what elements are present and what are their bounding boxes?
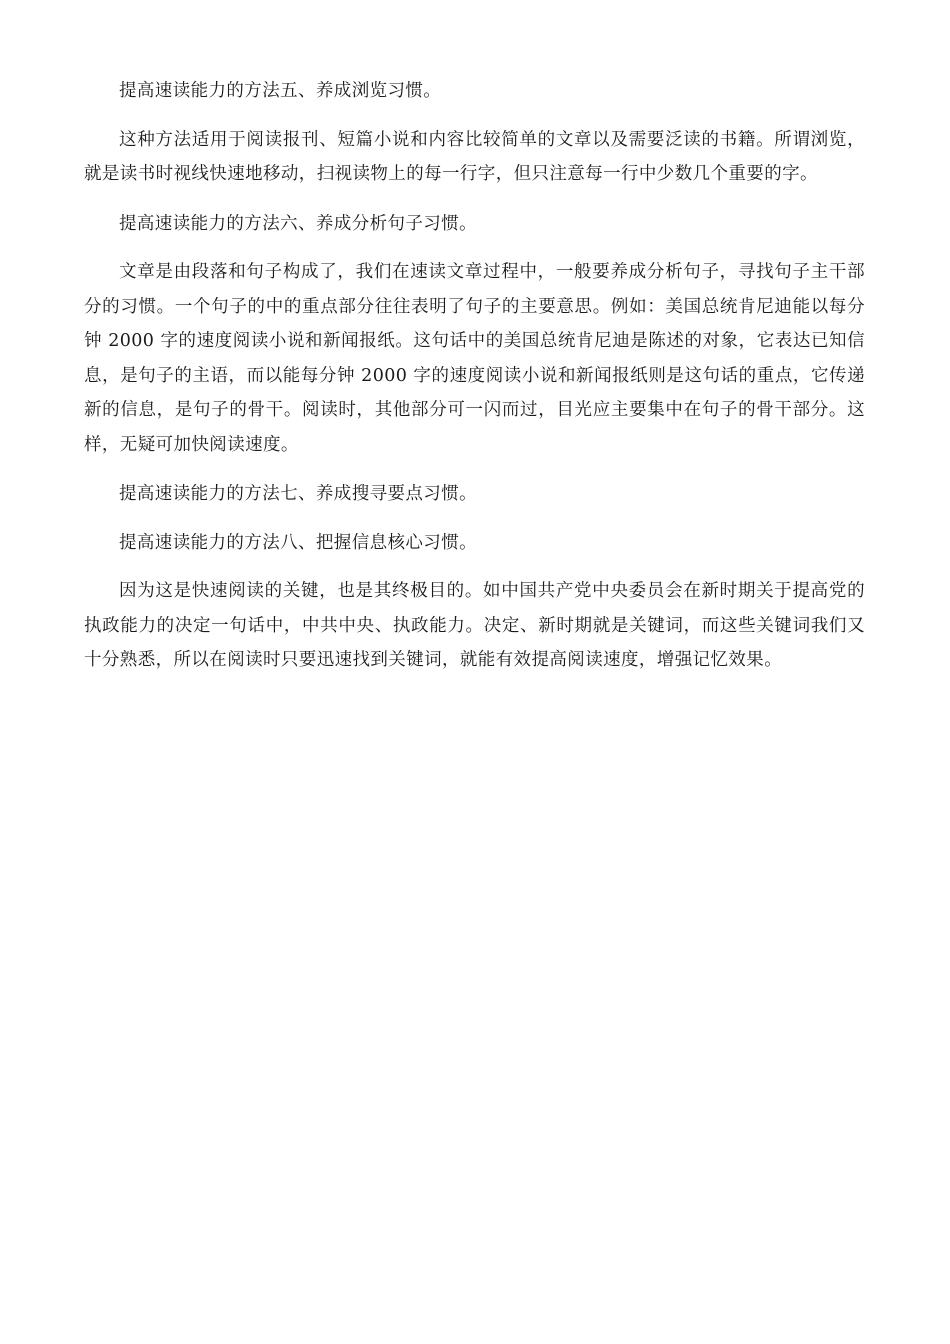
method-six-body: 文章是由段落和句子构成了，我们在速读文章过程中，一般要养成分析句子，寻找句子主干部分的习惯。一个句子的中的重点部分往往表明了句子的主要意思。例如：美国总统肯尼迪能以每分钟 2000 字的速度阅读小说和新闻报纸。这句话中的美国总统肯尼迪是陈述的对象，它表达已知信息，是句子的主语，而以能每分钟 2000 字的速度阅读小说和新闻报纸则是这句话的重点，它传递新的信息，是句子的骨干。阅读时，其他部分可一闪而过，目光应主要集中在句子的骨干部分。这样，无疑可加快阅读速度。 (84, 262, 865, 455)
method-six-heading: 提高速读能力的方法六、养成分析句子习惯。 (119, 213, 477, 234)
method-five-body: 这种方法适用于阅读报刊、短篇小说和内容比较简单的文章以及需要泛读的书籍。所谓浏览，就是读书时视线快速地移动，扫视读物上的每一行字，但只注意每一行中少数几个重要的字。 (84, 129, 865, 184)
method-eight-body: 因为这是快速阅读的关键，也是其终极目的。如中国共产党中央委员会在新时期关于提高党的执政能力的决定一句话中，中共中央、执政能力。决定、新时期就是关键词，而这些关键词我们又十分熟悉，所以在阅读时只要迅速找到关键词，就能有效提高阅读速度，增强记忆效果。 (84, 581, 865, 670)
method-seven-heading: 提高速读能力的方法七、养成搜寻要点习惯。 (119, 484, 477, 504)
method-eight-heading: 提高速读能力的方法八、把握信息核心习惯。 (119, 532, 477, 553)
method-five-heading: 提高速读能力的方法五、养成浏览习惯。 (119, 81, 442, 101)
